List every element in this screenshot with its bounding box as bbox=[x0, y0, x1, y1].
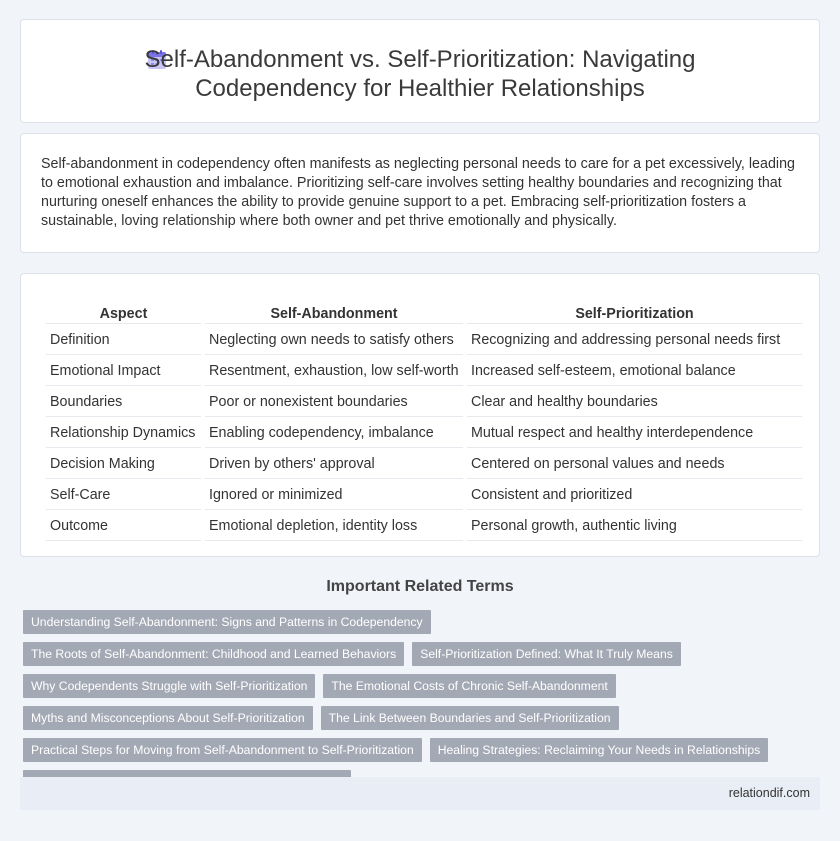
table-row bbox=[46, 388, 802, 417]
related-term-link[interactable]: The Link Between Boundaries and Self-Prioritization bbox=[321, 706, 619, 730]
table-cell: Definition bbox=[46, 326, 201, 355]
table-cell: Personal growth, authentic living bbox=[467, 512, 802, 541]
related-term-link[interactable]: The Emotional Costs of Chronic Self-Abandonment bbox=[323, 674, 615, 698]
table-cell: Mutual respect and healthy interdependence bbox=[467, 419, 802, 448]
header-self-abandonment: Self-Abandonment bbox=[205, 298, 463, 324]
intro-card bbox=[20, 133, 820, 253]
table-cell: Enabling codependency, imbalance bbox=[205, 419, 463, 448]
table-cell: Ignored or minimized bbox=[205, 481, 463, 510]
footer-site-link[interactable]: relationdif.com bbox=[728, 786, 810, 800]
table-cell: Clear and healthy boundaries bbox=[467, 388, 802, 417]
table-row bbox=[46, 481, 802, 510]
header-self-prioritization: Self-Prioritization bbox=[467, 298, 802, 324]
table-cell: Neglecting own needs to satisfy others bbox=[205, 326, 463, 355]
table-cell: Poor or nonexistent boundaries bbox=[205, 388, 463, 417]
related-term-link[interactable]: Why Codependents Struggle with Self-Prioritization bbox=[23, 674, 315, 698]
table-row bbox=[46, 450, 802, 479]
related-term-link[interactable]: Self-Prioritization Defined: What It Truly Means bbox=[412, 642, 681, 666]
table-cell: Recognizing and addressing personal needs first bbox=[467, 326, 802, 355]
table-cell: Emotional depletion, identity loss bbox=[205, 512, 463, 541]
table-row bbox=[46, 326, 802, 355]
table-row bbox=[46, 419, 802, 448]
footer bbox=[20, 777, 820, 810]
related-terms-list bbox=[23, 610, 803, 794]
comparison-table bbox=[42, 296, 806, 543]
related-term-link[interactable]: Healing Strategies: Reclaiming Your Needs in Relationships bbox=[430, 738, 768, 762]
related-term-link[interactable]: Practical Steps for Moving from Self-Abandonment to Self-Prioritization bbox=[23, 738, 422, 762]
table-cell: Emotional Impact bbox=[46, 357, 201, 386]
table-row bbox=[46, 357, 802, 386]
table-cell: Relationship Dynamics bbox=[46, 419, 201, 448]
table-cell: Decision Making bbox=[46, 450, 201, 479]
table-cell: Increased self-esteem, emotional balance bbox=[467, 357, 802, 386]
table-cell: Consistent and prioritized bbox=[467, 481, 802, 510]
related-term-link[interactable]: The Roots of Self-Abandonment: Childhood and Learned Behaviors bbox=[23, 642, 404, 666]
header-card bbox=[20, 19, 820, 123]
table-cell: Driven by others' approval bbox=[205, 450, 463, 479]
related-term-link[interactable]: Myths and Misconceptions About Self-Prioritization bbox=[23, 706, 313, 730]
related-terms-heading: Important Related Terms bbox=[326, 578, 514, 595]
table-row bbox=[46, 512, 802, 541]
related-term-link[interactable]: Understanding Self-Abandonment: Signs and Patterns in Codependency bbox=[23, 610, 431, 634]
table-cell: Outcome bbox=[46, 512, 201, 541]
table-cell: Resentment, exhaustion, low self-worth bbox=[205, 357, 463, 386]
intro-paragraph: Self-abandonment in codependency often manifests as neglecting personal needs to care for a pet excessively, leading to emotional exhaustion and imbalance. Prioritizing self-care involves setting healthy boundaries and recognizing that nurturing oneself enhances the ability to provide genuine support to a pet. Embracing self-prioritization fosters a sustainable, loving relationship where both owner and pet thrive emotionally and physically. bbox=[41, 156, 795, 229]
table-header-row bbox=[46, 298, 802, 324]
table-cell: Self-Care bbox=[46, 481, 201, 510]
table-cell: Centered on personal values and needs bbox=[467, 450, 802, 479]
comparison-card bbox=[20, 273, 820, 557]
table-cell: Boundaries bbox=[46, 388, 201, 417]
page-title: Self-Abandonment vs. Self-Prioritization: Navigating Codependency for Healthier Relationships bbox=[144, 46, 696, 102]
header-aspect: Aspect bbox=[46, 298, 201, 324]
